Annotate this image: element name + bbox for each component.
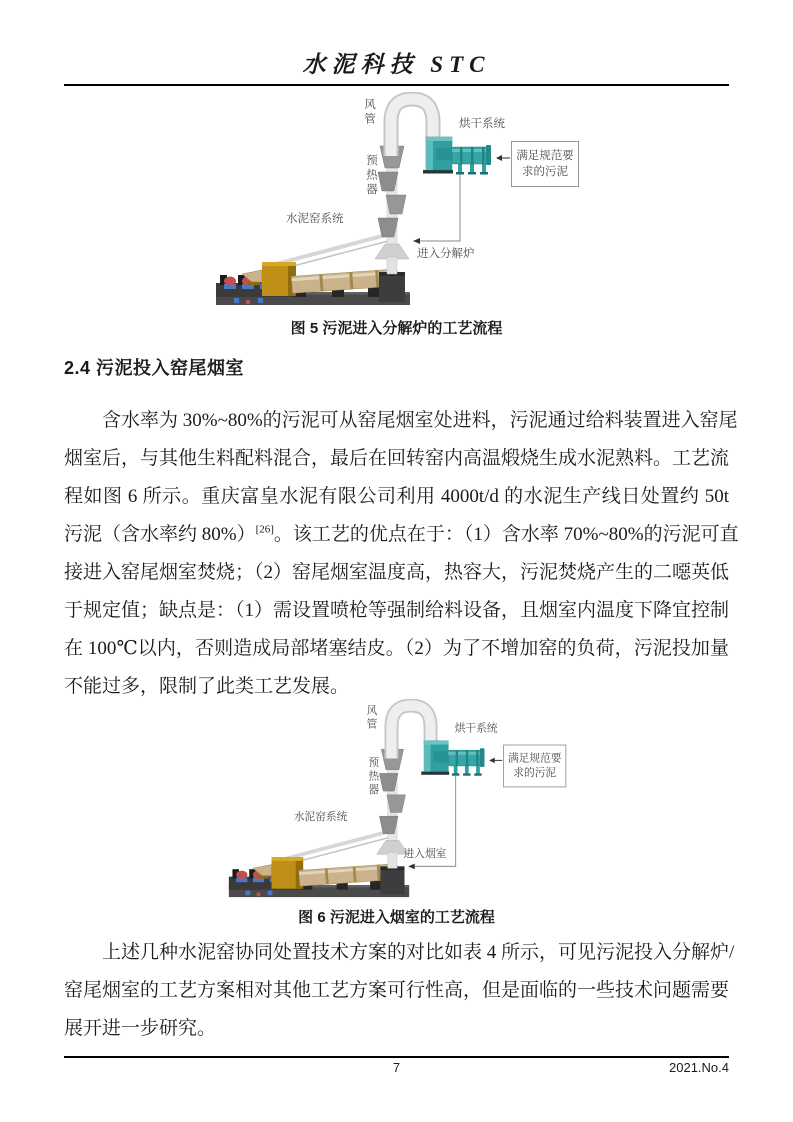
drying-system-label: 烘干系统	[454, 723, 498, 735]
preheater-label: 预热器	[365, 154, 377, 198]
text-line: 污泥（含水率约 80%）[26]。该工艺的优点在于：（1）含水率 70%~80%的污泥可直	[64, 523, 739, 545]
sludge-note-box: 满足规范要求的污泥	[511, 141, 579, 187]
page-number: 7	[392, 1060, 401, 1075]
section-heading: 2.4 污泥投入窑尾烟室	[64, 358, 245, 378]
entry-label: 进入分解炉	[417, 248, 475, 260]
paragraph-2	[64, 934, 735, 1048]
preheater-label: 预热器	[367, 756, 379, 798]
plant-diagram-fig6	[229, 699, 568, 906]
figure-6-diagram	[229, 699, 568, 906]
paragraph-1	[64, 402, 739, 706]
text-line: 上述几种水泥窑协同处置技术方案的对比如表 4 所示，可见污泥投入分解炉/	[102, 942, 735, 963]
plant-diagram-fig5	[216, 92, 580, 315]
sludge-note-box: 满足规范要求的污泥	[503, 745, 566, 788]
figure-5-caption: 图 5 污泥进入分解炉的工艺流程	[290, 320, 503, 337]
journal-title: 水泥科技 STC	[302, 52, 491, 77]
text-line: 于规定值；缺点是：（1）需设置喷枪等强制给料设备，且烟室内温度下降宜控制	[64, 600, 730, 621]
entry-arrow-calciner	[413, 174, 460, 244]
text-line: 程如图 6 所示。重庆富皇水泥有限公司利用 4000t/d 的水泥生产线日处置约 50t	[64, 486, 729, 507]
footer-rule	[64, 1056, 729, 1058]
text-line: 烟室后，与其他生料配料混合，最后在回转窑内高温煅烧生成水泥熟料。工艺流	[64, 448, 730, 469]
text-line: 在 100℃以内，否则造成局部堵塞结皮。（2）为了不增加窑的负荷，污泥投加量	[64, 638, 729, 659]
issue-label: 2021.No.4	[669, 1060, 729, 1075]
entry-label: 进入烟室	[403, 848, 447, 860]
text-line: 窑尾烟室的工艺方案相对其他工艺方案可行性高，但是面临的一些技术问题需要	[64, 980, 730, 1001]
text-line: 接进入窑尾烟室焚烧；（2）窑尾烟室温度高，热容大，污泥焚烧产生的二噁英低	[64, 562, 730, 583]
text-line: 展开进一步研究。	[64, 1018, 217, 1039]
duct-label: 风管	[365, 704, 377, 732]
duct-label: 风管	[363, 98, 375, 127]
drying-system-label: 烘干系统	[459, 118, 505, 130]
figure-5-diagram	[216, 92, 580, 315]
header-rule	[64, 84, 729, 86]
text-line: 含水率为 30%~80%的污泥可从窑尾烟室处进料，污泥通过给料装置进入窑尾	[102, 410, 738, 431]
kiln-system-label: 水泥窑系统	[293, 811, 348, 823]
figure-6-caption: 图 6 污泥进入烟室的工艺流程	[298, 909, 495, 926]
text-line: 不能过多，限制了此类工艺发展。	[64, 676, 350, 697]
kiln-system-label: 水泥窑系统	[286, 213, 344, 225]
